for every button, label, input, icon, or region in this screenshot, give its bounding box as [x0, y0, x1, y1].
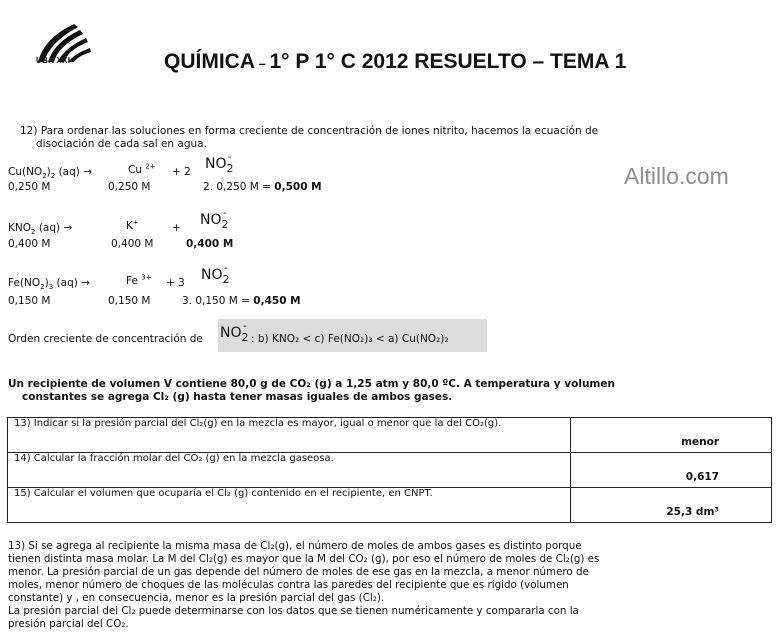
reaction3-cation: Fe $^{3+}$ [126, 273, 152, 287]
question-cell: 13) Indicar si la presión parcial del Cl₂(g) en la mezcla es mayor, igual o menor que la del CO₂(g). [8, 418, 571, 453]
reaction3-conc-anion: 3. 0,150 M = 0,450 M [182, 295, 301, 307]
explanation [8, 540, 599, 631]
explanation-line: tienen distinta masa molar. La M del Cl₂(g) es mayor que la M del CO₂ (g), por eso el número de moles de Cl₂(g) es [8, 553, 600, 565]
reaction1-conc-anion: 2. 0,250 M = 0,500 M [203, 181, 322, 193]
reaction3-salt: $Fe(NO_2)_3$ (aq) → [8, 277, 90, 292]
order-result: : b) KNO₂ < c) Fe(NO₂)₃ < a) Cu(NO₂)₂ [251, 333, 449, 345]
explanation-line: constante) y , en consecuencia, menor es la presión parcial del gas (Cl₂). [8, 592, 385, 604]
reaction2-conc-cation: 0,400 M [111, 238, 154, 250]
reaction1-salt: $Cu(NO_2)_2$ (aq) → [8, 166, 93, 181]
reaction2-salt: $KNO_2$ (aq) → [8, 222, 73, 237]
answer-cell: 25,3 dm³ [571, 488, 772, 523]
question-cell: 14) Calcular la fracción molar del CO₂ (g) en la mezcla gaseosa. [8, 453, 571, 488]
problem-statement-line1: Un recipiente de volumen V contiene 80,0 g de CO₂ (g) a 1,25 atm y 80,0 ºC. A temperatura y volumen [8, 378, 615, 390]
explanation-line: La presión parcial del Cl₂ puede determinarse con los datos que se tienen numéricamente y compararla con la [8, 605, 579, 617]
reaction1-cation: Cu $^{2+}$ [128, 162, 156, 176]
table-row [8, 418, 772, 453]
problem-statement-line2: constantes se agrega Cl₂ (g) hasta tener masas iguales de ambos gases. [22, 391, 453, 403]
reaction3-coef: + 3 [166, 277, 185, 289]
title-part2: 1° P 1° C 2012 RESUELTO – TEMA 1 [269, 50, 627, 73]
reaction2-coef: + [172, 222, 181, 234]
reaction3-conc-cation: 0,150 M [108, 295, 151, 307]
reaction1-conc-cation: 0,250 M [108, 181, 151, 193]
reaction2-anion: $NO_2$ - [200, 208, 229, 231]
title-part1: QUÍMICA [164, 50, 255, 73]
reaction3-anion: $NO_2$ - [201, 263, 230, 286]
title-dash: – [255, 56, 270, 71]
explanation-line: 13) Si se agrega al recipiente la misma masa de Cl₂(g), el número de moles de ambos gases es distinto porque [8, 540, 582, 552]
order-anion: $NO_2$ - [220, 321, 249, 344]
page-title [164, 50, 626, 74]
answer-cell: 0,617 [571, 453, 772, 488]
reaction1-anion: $NO_2$ - [205, 152, 234, 175]
answer-cell: menor [571, 418, 772, 453]
reaction2-conc-anion: 0,400 M [186, 238, 234, 250]
reaction2-conc-salt: 0,400 M [8, 238, 51, 250]
reaction1-conc-salt: 0,250 M [8, 181, 51, 193]
explanation-line: presión parcial del CO₂. [8, 618, 129, 630]
explanation-line: menor. La presión parcial de un gas depende del número de moles de ese gas en la mezcla, a menor número de [8, 566, 589, 578]
watermark: Altillo.com [624, 163, 729, 189]
explanation-line: moles, menor número de choques de las moléculas contra las paredes del recipiente que es rígido (volumen [8, 579, 569, 591]
question-cell: 15) Calcular el volumen que ocuparía el Cl₂ (g) contenido en el recipiente, en CNPT. [8, 488, 571, 523]
logo-text: UBA XXI [36, 56, 71, 65]
reaction1-coef: + 2 [172, 166, 191, 178]
questions-table [7, 417, 772, 523]
reaction3-conc-salt: 0,150 M [8, 295, 51, 307]
table-row [8, 453, 772, 488]
order-label: Orden creciente de concentración de [8, 333, 203, 345]
reaction2-cation: K+ [126, 218, 139, 232]
q12-intro-line1: 12) Para ordenar las soluciones en forma creciente de concentración de iones nitrito, hacemos la ecuación de [20, 125, 599, 137]
q12-intro-line2: disociación de cada sal en agua. [36, 138, 207, 150]
table-row [8, 488, 772, 523]
